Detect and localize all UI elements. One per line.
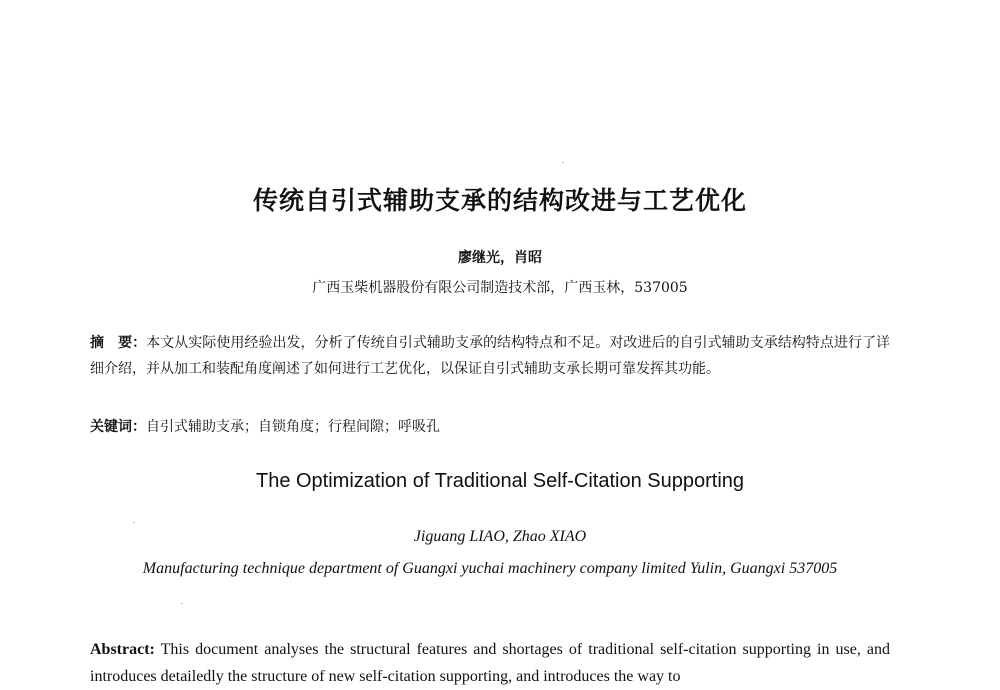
scan-speck bbox=[562, 162, 564, 163]
english-authors: Jiguang LIAO, Zhao XIAO bbox=[413, 528, 587, 545]
english-abstract bbox=[90, 636, 890, 690]
chinese-abstract-label: 摘 要： bbox=[90, 335, 147, 351]
chinese-abstract-text: 本文从实际使用经验出发，分析了传统自引式辅助支承的结构特点和不足。对改进后的自引式辅助支承结构特点进行了详细介绍，并从加工和装配角度阐述了如何进行工艺优化，以保证自引式辅助支承长期可靠发挥其功能。 bbox=[90, 335, 891, 377]
english-affiliation: Manufacturing technique department of Guangxi yuchai machinery company limited Yulin, Guangxi 537005 bbox=[142, 560, 838, 577]
chinese-affiliation: 广西玉柴机器股份有限公司制造技术部，广西玉林，537005 bbox=[312, 280, 688, 296]
english-abstract-text: This document analyses the structural features and shortages of traditional self-citation supporting in use, and introduces detailedly the structure of new self-citation supporting, and introduces the way to bbox=[90, 641, 890, 685]
chinese-authors: 廖继光，肖昭 bbox=[458, 250, 542, 266]
english-title: The Optimization of Traditional Self-Citation Supporting bbox=[255, 470, 745, 492]
english-abstract-label: Abstract: bbox=[90, 641, 155, 658]
chinese-keywords bbox=[90, 414, 890, 440]
chinese-abstract bbox=[90, 330, 890, 382]
chinese-keywords-label: 关键词： bbox=[90, 419, 146, 435]
scan-speck bbox=[181, 603, 183, 604]
chinese-title: 传统自引式辅助支承的结构改进与工艺优化 bbox=[252, 186, 747, 215]
scan-speck bbox=[133, 522, 135, 523]
chinese-keywords-text: 自引式辅助支承；自锁角度；行程间隙；呼吸孔 bbox=[146, 419, 440, 435]
